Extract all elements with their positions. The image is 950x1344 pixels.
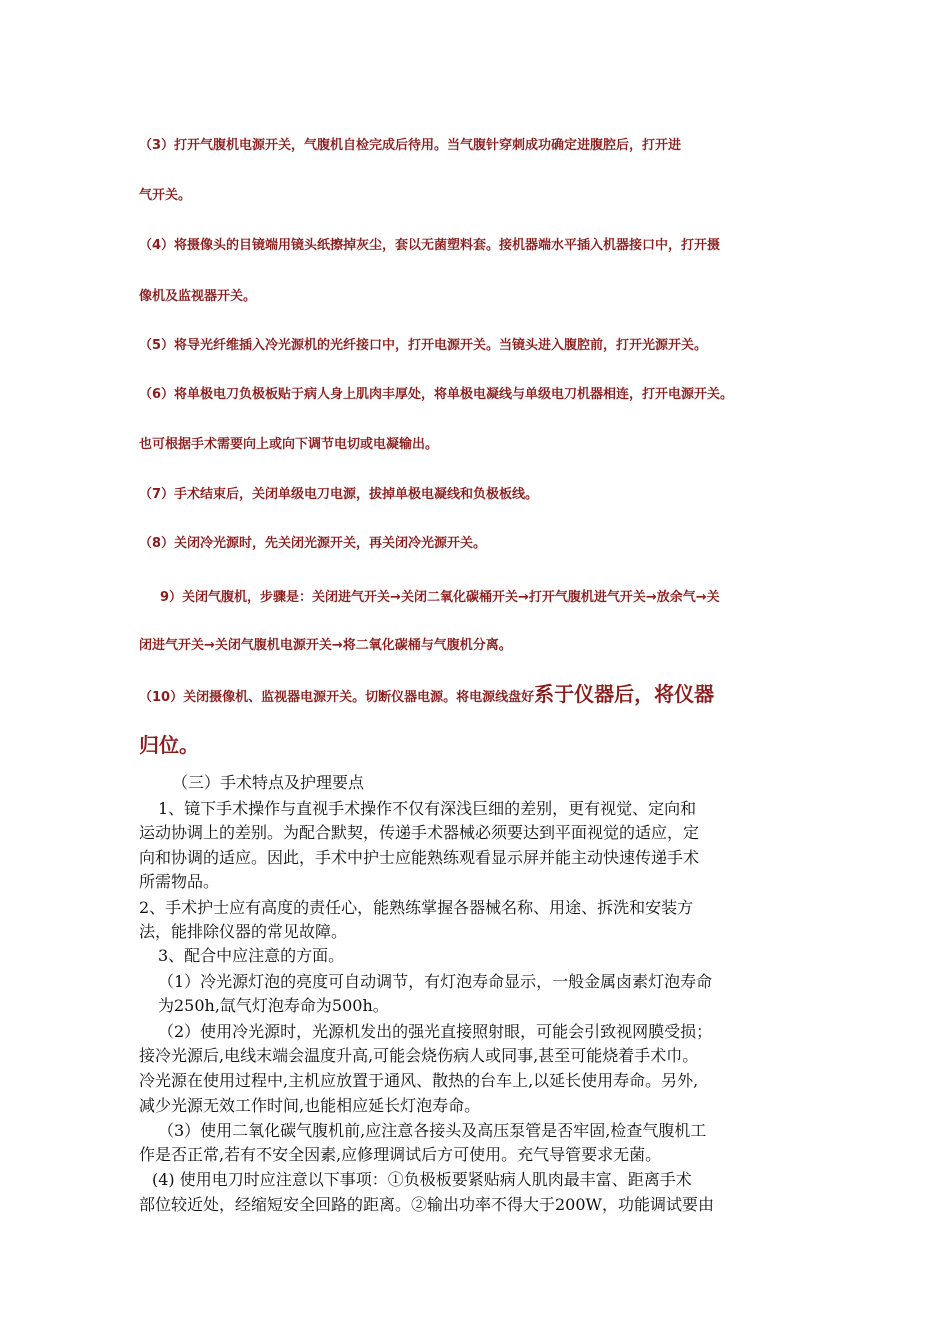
step-8-line: （8）关闭冷光源时，先关闭光源开关，再关闭冷光源开关。 — [139, 536, 487, 551]
step-3-line-2: 气开关。 — [139, 188, 192, 203]
paragraph-line: 为250h,氙气灯泡寿命为500h。 — [158, 996, 389, 1015]
paragraph-line: 减少光源无效工作时间,也能相应延长灯泡寿命。 — [139, 1096, 481, 1115]
step-5-line: （5）将导光纤维插入冷光源机的光纤接口中，打开电源开关。当镜头进入腹腔前，打开光源开关。 — [139, 338, 708, 353]
step-9-line-1: 9）关闭气腹机，步骤是：关闭进气开关→关闭二氧化碳桶开关→打开气腹机进气开关→放余气→关 — [160, 590, 720, 605]
step-4-line-2: 像机及监视器开关。 — [139, 289, 257, 304]
step-10-line-1 — [139, 682, 839, 707]
paragraph-line: 冷光源在使用过程中,主机应放置于通风、散热的台车上,以延长使用寿命。另外, — [139, 1071, 699, 1090]
section-heading: （三）手术特点及护理要点 — [172, 773, 365, 792]
step-10-small-text: （10）关闭摄像机、监视器电源开关。切断仪器电源。将电源线盘好 — [139, 690, 535, 705]
paragraph-line: 作是否正常,若有不安全因素,应修理调试后方可使用。充气导管要求无菌。 — [139, 1145, 662, 1164]
paragraph-line: 所需物品。 — [139, 872, 220, 891]
paragraph-line: （3）使用二氧化碳气腹机前,应注意各接头及高压泵管是否牢固,检查气腹机工 — [158, 1121, 707, 1140]
paragraph-line: （2）使用冷光源时，光源机发出的强光直接照射眼，可能会引致视网膜受损； — [158, 1022, 713, 1041]
paragraph-line: 2、手术护士应有高度的责任心，能熟练掌握各器械名称、用途、拆洗和安装方 — [139, 898, 694, 917]
step-6-line-2: 也可根据手术需要向上或向下调节电切或电凝输出。 — [139, 437, 439, 452]
paragraph-line: (4) 使用电刀时应注意以下事项：①负极板要紧贴病人肌肉最丰富、距离手术 — [152, 1170, 692, 1189]
paragraph-line: （1）冷光源灯泡的亮度可自动调节，有灯泡寿命显示，一般金属卤素灯泡寿命 — [158, 972, 713, 991]
paragraph-line: 部位较近处，经缩短安全回路的距离。②输出功率不得大于200W，功能调试要由 — [139, 1195, 714, 1214]
step-3-line-1: （3）打开气腹机电源开关，气腹机自检完成后待用。当气腹针穿刺成功确定进腹腔后，打开进 — [139, 138, 682, 153]
step-4-line-1: （4）将摄像头的目镜端用镜头纸擦掉灰尘，套以无菌塑料套。接机器端水平插入机器接口中，打开摄 — [139, 238, 721, 253]
paragraph-line: 法，能排除仪器的常见故障。 — [139, 922, 348, 941]
step-10-large-text: 系于仪器后，将仪器 — [534, 682, 715, 706]
paragraph-line: 运动协调上的差别。为配合默契，传递手术器械必须要达到平面视觉的适应，定 — [139, 823, 700, 842]
paragraph-line: 1、镜下手术操作与直视手术操作不仅有深浅巨细的差别，更有视觉、定向和 — [158, 799, 697, 818]
step-7-line: （7）手术结束后，关闭单级电刀电源，拔掉单极电凝线和负极板线。 — [139, 487, 539, 502]
step-10-line-2: 归位。 — [139, 733, 199, 757]
paragraph-line: 向和协调的适应。因此，手术中护士应能熟练观看显示屏并能主动快速传递手术 — [139, 848, 700, 867]
step-6-line-1: （6）将单极电刀负极板贴于病人身上肌肉丰厚处，将单极电凝线与单级电刀机器相连，打开电源开关。 — [139, 387, 734, 402]
paragraph-line: 3、配合中应注意的方面。 — [158, 946, 345, 965]
paragraph-line: 接冷光源后,电线末端会温度升高,可能会烧伤病人或同事,甚至可能烧着手术巾。 — [139, 1046, 699, 1065]
step-9-line-2: 闭进气开关→关闭气腹机电源开关→将二氧化碳桶与气腹机分离。 — [139, 638, 512, 653]
